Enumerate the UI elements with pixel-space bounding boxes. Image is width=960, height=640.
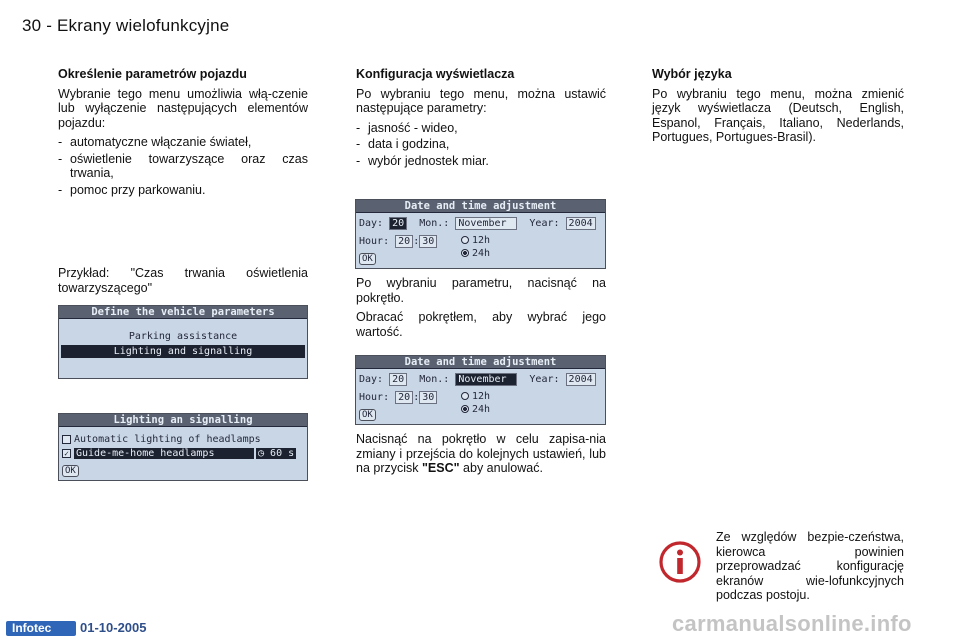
- page-title: 30 - Ekrany wielofunkcyjne: [22, 16, 230, 35]
- section-intro: Wybranie tego menu umożliwia włą-czenie lub wyłączenie następujących elementów pojazdu:: [58, 86, 308, 130]
- checkbox-unchecked-icon[interactable]: [62, 435, 71, 444]
- minute-field[interactable]: 30: [419, 391, 437, 404]
- year-field[interactable]: 2004: [566, 217, 596, 230]
- esc-key-label: "ESC": [422, 461, 460, 475]
- screen-title: Define the vehicle parameters: [59, 306, 307, 319]
- guide-me-home-option[interactable]: ✓ Guide-me-home headlamps ◷ 60 s: [62, 448, 306, 459]
- date-time-screen-day-selected: [355, 199, 606, 269]
- display-config-section: [356, 67, 606, 170]
- info-warning-icon: [659, 541, 701, 583]
- month-field[interactable]: November: [455, 217, 517, 230]
- vehicle-parameters-screen: [58, 305, 308, 379]
- date-row: Day: 20 Mon.: November Year: 2004: [359, 217, 596, 230]
- hour-field[interactable]: 20: [395, 391, 413, 404]
- language-section: [652, 67, 904, 150]
- radio-off-icon: [461, 392, 469, 400]
- ok-button[interactable]: OK: [359, 253, 376, 265]
- list-item: - jasność - wideo,: [356, 121, 606, 136]
- list-item: - pomoc przy parkowaniu.: [58, 183, 308, 198]
- section-heading: Konfiguracja wyświetlacza: [356, 67, 515, 81]
- screen-title: Date and time adjustment: [356, 356, 605, 369]
- time-row: Hour: 20 : 30: [359, 235, 437, 248]
- feature-list: [58, 135, 308, 197]
- day-field[interactable]: 20: [389, 217, 407, 230]
- section-heading: Wybór języka: [652, 67, 732, 81]
- section-text: Po wybraniu tego menu, można zmienić język wyświetlacza (Deutsch, English, Espanol, Français, Italiano, Nederlands, Portugues, Portugues-Brasil).: [652, 86, 904, 144]
- ok-button[interactable]: OK: [359, 409, 376, 421]
- year-field[interactable]: 2004: [566, 373, 596, 386]
- radio-off-icon: [461, 236, 469, 244]
- radio-on-icon: [461, 249, 469, 257]
- vehicle-parameters-section: [58, 67, 308, 199]
- hour-field[interactable]: 20: [395, 235, 413, 248]
- date-row: Day: 20 Mon.: November Year: 2004: [359, 373, 596, 386]
- section-heading: Określenie parametrów pojazdu: [58, 67, 247, 81]
- section-intro: Po wybraniu tego menu, można ustawić następujące parametry:: [356, 86, 606, 115]
- safety-warning-text: Ze względów bezpie-czeństwa, kierowca powinien przeprowadzać konfigurację ekranów wie-lofunkcyjnych podczas postoju.: [716, 530, 904, 602]
- month-field[interactable]: November: [455, 373, 517, 386]
- ok-button[interactable]: OK: [62, 465, 79, 477]
- radio-on-icon: [461, 405, 469, 413]
- watermark: carmanualsonline.info: [672, 611, 912, 636]
- format-24h-option[interactable]: 24h: [461, 404, 490, 415]
- minute-field[interactable]: 30: [419, 235, 437, 248]
- instructions-save: Nacisnąć na pokrętło w celu zapisa-nia zmiany i przejścia do kolejnych ustawień, lub na przycisk "ESC" aby anulować.: [356, 432, 606, 475]
- screen-title: Lighting an signalling: [59, 414, 307, 427]
- format-24h-option[interactable]: 24h: [461, 248, 490, 259]
- format-12h-option[interactable]: 12h: [461, 235, 490, 246]
- date-time-screen-month-selected: [355, 355, 606, 425]
- menu-item-lighting-signalling[interactable]: Lighting and signalling: [61, 345, 305, 358]
- screen-title: Date and time adjustment: [356, 200, 605, 213]
- auto-lighting-option[interactable]: Automatic lighting of headlamps: [62, 434, 261, 445]
- list-item: - automatyczne włączanie świateł,: [58, 135, 308, 150]
- example-caption: Przykład: "Czas trwania oświetlenia towarzyszącego": [58, 266, 308, 295]
- format-12h-option[interactable]: 12h: [461, 391, 490, 402]
- day-field[interactable]: 20: [389, 373, 407, 386]
- lighting-signalling-screen: [58, 413, 308, 481]
- instructions-select: Po wybraniu parametru, nacisnąć na pokrętło. Obracać pokrętłem, aby wybrać jego wartość.: [356, 276, 606, 339]
- menu-item-parking-assistance[interactable]: Parking assistance: [128, 331, 238, 342]
- list-item: - wybór jednostek miar.: [356, 154, 606, 169]
- list-item: - data i godzina,: [356, 137, 606, 152]
- list-item: - oświetlenie towarzyszące oraz czas trwania,: [58, 152, 308, 181]
- parameter-list: [356, 121, 606, 169]
- footer-date: 01-10-2005: [80, 620, 147, 635]
- infotec-logo: Infotec: [6, 621, 76, 636]
- checkbox-checked-icon[interactable]: ✓: [62, 449, 71, 458]
- time-row: Hour: 20 : 30: [359, 391, 437, 404]
